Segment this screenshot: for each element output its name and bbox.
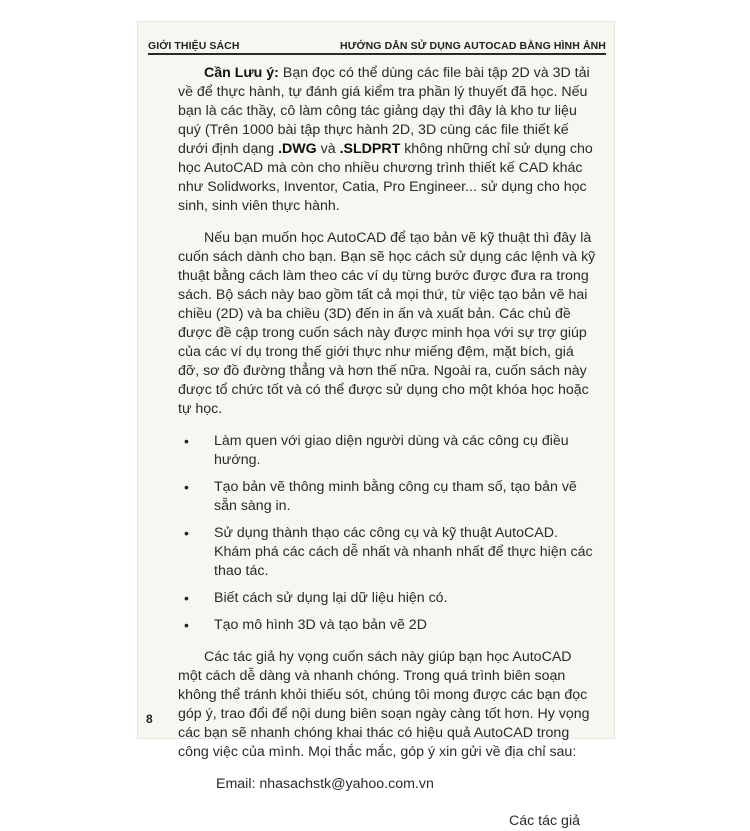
page-number: 8 — [146, 712, 153, 726]
note-label: Cần Lưu ý: — [204, 65, 279, 81]
list-item — [178, 478, 598, 516]
bullet-icon: • — [184, 590, 189, 606]
bullet-icon: • — [184, 479, 189, 495]
book-page — [138, 22, 614, 829]
feature-list — [178, 432, 598, 635]
page-body — [178, 64, 598, 831]
bullet-icon: • — [184, 617, 189, 633]
running-header — [148, 30, 606, 55]
dwg-format: .DWG — [278, 141, 317, 157]
list-item — [178, 524, 598, 581]
intro-paragraph: Nếu bạn muốn học AutoCAD để tạo bản vẽ kỹ thuật thì đây là cuốn sách dành cho bạn. Bạn sẽ học cách sử dụng các lệnh và kỹ thuật bằng cách làm theo các ví dụ từng bước được đưa ra trong sách. Bộ sách này bao gồm tất cả mọi thứ, từ việc tạo bản vẽ hai chiều (2D) và ba chiều (3D) đến in ấn và xuất bản. Các chủ đề được đề cập trong cuốn sách này được minh họa với sự trợ giúp của các ví dụ trong thế giới thực như miếng đệm, mặt bích, giá đỡ, sơ đồ đường thẳng và hơn thế nữa. Ngoài ra, cuốn sách này được tổ chức tốt và có thể được sử dụng cho một khóa học hoặc tự học. — [178, 230, 596, 417]
bullet-icon: • — [184, 433, 189, 449]
note-text-1: Bạn đọc có thể dùng các file bài tập 2D và 3D tải về để thực hành, tự đánh giá kiểm tra phần lý thuyết đã học. Nếu bạn là các thầy, cô làm công tác giảng dạy thì đây là kho tư liệu quý (Trên 1000 bài tập thực hành 2D, 3D cùng các file thiết kế dưới định dạng — [178, 65, 590, 157]
contact-email: Email: nhasachstk@yahoo.com.vn — [216, 776, 434, 792]
list-item-text: Sử dụng thành thạo các công cụ và kỹ thuật AutoCAD. Khám phá các cách dễ nhất và nhanh nhất để thực hiện các thao tác. — [214, 525, 593, 579]
note-text-2: và — [316, 141, 340, 157]
authors-signature: Các tác giả — [509, 813, 580, 829]
list-item — [178, 589, 598, 608]
list-item-text: Làm quen với giao diện người dùng và các công cụ điều hướng. — [214, 433, 569, 468]
list-item — [178, 432, 598, 470]
note-paragraph — [178, 64, 598, 216]
sldprt-format: .SLDPRT — [339, 141, 401, 157]
list-item — [178, 616, 598, 635]
note-text-3: không những chỉ sử dụng cho học AutoCAD mà còn cho nhiều chương trình thiết kế CAD khác như Solidworks, Inventor, Catia, Pro Engineer... sử dụng cho học sinh, sinh viên thực hành. — [178, 141, 593, 214]
header-section-title: GIỚI THIỆU SÁCH — [148, 40, 240, 52]
header-book-title: HƯỚNG DẪN SỬ DỤNG AUTOCAD BẰNG HÌNH ẢNH — [340, 40, 606, 52]
list-item-text: Biết cách sử dụng lại dữ liệu hiện có. — [214, 590, 448, 606]
list-item-text: Tạo bản vẽ thông minh bằng công cụ tham số, tạo bản vẽ sẵn sàng in. — [214, 479, 577, 514]
list-item-text: Tạo mô hình 3D và tạo bản vẽ 2D — [214, 617, 427, 633]
closing-paragraph: Các tác giả hy vọng cuốn sách này giúp bạn học AutoCAD một cách dễ dàng và nhanh chóng. Trong quá trình biên soạn không thể tránh khỏi thiếu sót, chúng tôi mong được các bạn đọc góp ý, trao đổi để nội dung biên soạn ngày càng tốt hơn. Hy vọng các bạn sẽ nhanh chóng khai thác có hiệu quả AutoCAD trong công việc của mình. Mọi thắc mắc, góp ý xin gửi về địa chỉ sau: — [178, 649, 590, 760]
bullet-icon: • — [184, 525, 189, 541]
